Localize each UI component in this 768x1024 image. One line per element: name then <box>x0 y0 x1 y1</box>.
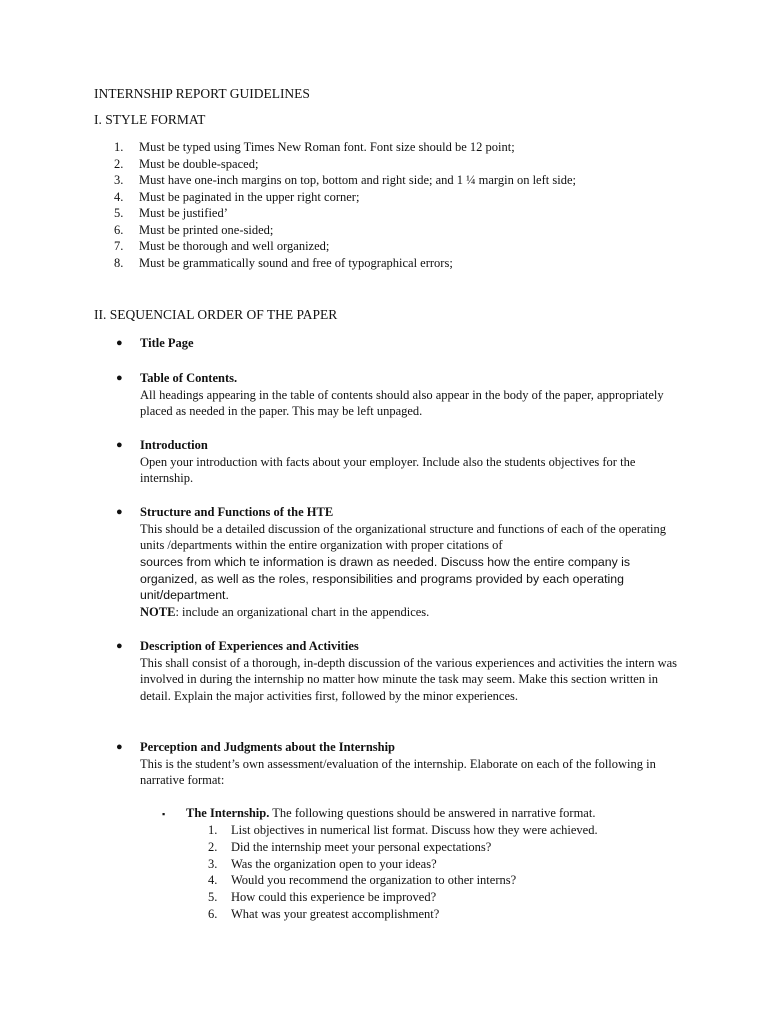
list-text: Would you recommend the organization to other interns? <box>231 873 517 888</box>
order-item-heading: Table of Contents. <box>140 371 238 385</box>
list-number: 1. <box>208 823 218 837</box>
list-number: 8. <box>114 255 124 270</box>
list-number: 4. <box>114 189 124 204</box>
order-item-heading: Introduction <box>140 438 208 452</box>
list-number: 2. <box>208 839 218 854</box>
list-item <box>94 172 694 189</box>
order-item-body <box>140 521 680 621</box>
list-text: Must be thorough and well organized; <box>139 239 330 253</box>
list-item <box>186 889 686 906</box>
list-number: 3. <box>208 856 218 871</box>
bullet-icon: ● <box>116 741 123 753</box>
list-item <box>94 222 694 239</box>
list-number: 2. <box>114 156 124 171</box>
list-text: Must be double-spaced; <box>139 156 259 171</box>
list-text: Was the organization open to your ideas? <box>231 856 437 871</box>
order-item-body: All headings appearing in the table of contents should also appear in the body of the paper, appropriately placed as needed in the paper. This may be left unpaged. <box>140 387 664 419</box>
list-item <box>94 139 694 156</box>
list-text: What was your greatest accomplishment? <box>231 906 440 921</box>
order-item-body: This is the student’s own assessment/evaluation of the internship. Elaborate on each of the following in narrative format: <box>140 756 656 788</box>
sub-item-text: The following questions should be answered in narrative format. <box>269 806 596 820</box>
note-text: : include an organizational chart in the appendices. <box>175 605 430 620</box>
list-item <box>94 189 694 206</box>
order-item-heading: Structure and Functions of the HTE <box>140 505 334 519</box>
document-title: INTERNSHIP REPORT GUIDELINES <box>94 86 310 101</box>
order-item-body: This shall consist of a thorough, in-depth discussion of the various experiences and activities the intern was involved in during the internship no matter how minute the task may seem. Make this section written in detail. Explain the major activities first, followed by the minor experiences. <box>140 655 678 703</box>
order-item-heading: Description of Experiences and Activities <box>140 639 359 653</box>
list-item <box>186 839 686 856</box>
order-item-heading: Perception and Judgments about the Internship <box>140 740 396 754</box>
list-text: Must be paginated in the upper right corner; <box>139 189 360 204</box>
list-text: How could this experience be improved? <box>231 890 437 905</box>
list-item <box>94 156 694 173</box>
style-format-list <box>94 139 694 271</box>
list-number: 4. <box>208 873 218 888</box>
list-number: 6. <box>114 222 124 237</box>
internship-questions-list <box>186 822 686 923</box>
list-number: 6. <box>208 906 218 921</box>
list-text: Must have one-inch margins on top, bottom and right side; and 1 ¼ margin on left side; <box>139 173 576 187</box>
bullet-icon: ● <box>116 640 123 652</box>
body-paragraph: This should be a detailed discussion of the organizational structure and functions of each of the operating units /departments within the entire organization with proper citations of <box>140 521 667 553</box>
note-label: NOTE <box>140 605 176 620</box>
square-bullet-icon: ▪ <box>162 809 166 819</box>
list-text: Must be justified’ <box>139 206 228 220</box>
bullet-icon: ● <box>116 372 123 384</box>
list-number: 3. <box>114 173 124 187</box>
list-item <box>186 906 686 923</box>
bullet-icon: ● <box>116 506 123 518</box>
section-heading-style-format: I. STYLE FORMAT <box>94 112 206 127</box>
list-text: Must be printed one-sided; <box>139 222 274 237</box>
sub-item-label: The Internship. <box>186 806 270 820</box>
list-text: Must be grammatically sound and free of typographical errors; <box>139 255 453 270</box>
body-paragraph-continued: sources from which te information is drawn as needed. Discuss how the entire company is organized, as well as the roles, responsibilities and programs provided by each operating unit/department. <box>140 554 631 603</box>
order-item-heading: Title Page <box>140 336 194 350</box>
list-number: 1. <box>114 140 124 154</box>
list-number: 5. <box>208 890 218 905</box>
list-item <box>94 255 694 272</box>
section-heading-sequential-order: II. SEQUENCIAL ORDER OF THE PAPER <box>94 307 338 322</box>
order-item-body: Open your introduction with facts about your employer. Include also the students objectives for the internship. <box>140 454 636 486</box>
sub-item-line <box>186 805 595 822</box>
list-item <box>94 205 694 222</box>
bullet-icon: ● <box>116 337 123 349</box>
list-number: 7. <box>114 239 124 253</box>
bullet-icon: ● <box>116 439 123 451</box>
list-text: Did the internship meet your personal expectations? <box>231 839 492 854</box>
list-item <box>186 822 686 839</box>
list-number: 5. <box>114 206 124 220</box>
list-text: Must be typed using Times New Roman font. Font size should be 12 point; <box>139 140 515 154</box>
list-item <box>94 238 694 255</box>
list-item <box>186 856 686 873</box>
list-item <box>186 872 686 889</box>
list-text: List objectives in numerical list format. Discuss how they were achieved. <box>231 823 598 837</box>
note-line <box>140 604 680 621</box>
